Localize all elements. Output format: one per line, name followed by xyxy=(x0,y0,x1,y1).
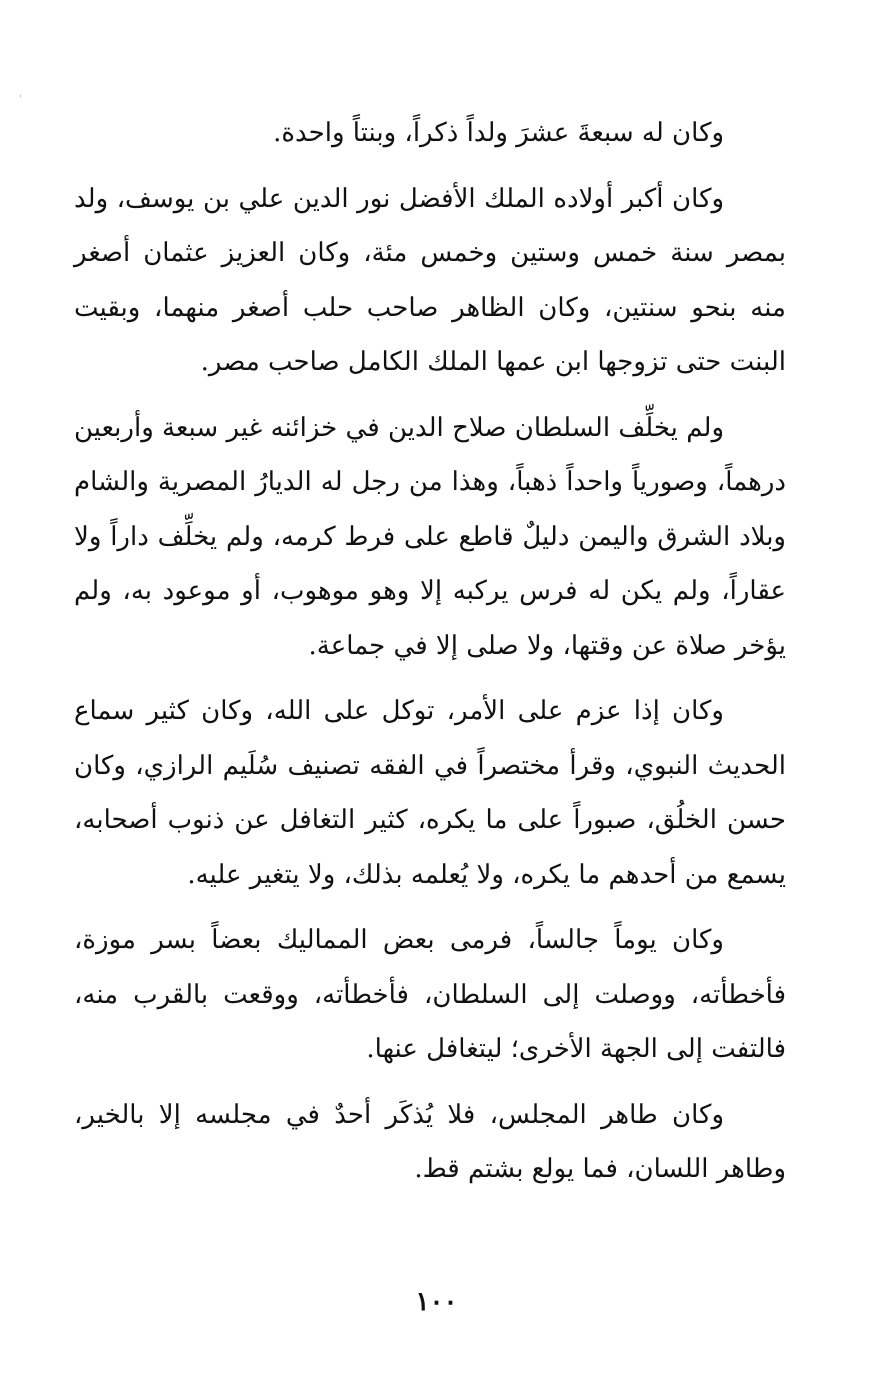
paragraph-anecdote: وكان يوماً جالساً، فرمى بعض المماليك بعضاً بسر موزة، فأخطأته، ووصلت إلى السلطان، فأخطأته، ووقعت بالقرب منه، فالتفت إلى الجهة الأخرى؛ ليتغافل عنها. xyxy=(74,925,786,1064)
paragraph-gathering: وكان طاهر المجلس، فلا يُذكَر أحدٌ في مجلسه إلا بالخير، وطاهر اللسان، فما يولع بشتم قط. xyxy=(74,1099,786,1184)
paragraph-treasury: ولم يخلِّف السلطان صلاح الدين في خزائنه غير سبعة وأربعين درهماً، وصورياً واحداً ذهباً، وهذا من رجل له الديارُ المصرية والشام وبلاد الشرق واليمن دليلٌ قاطع على فرط كرمه، ولم يخلِّف داراً ولا عقاراً، ولم يكن له فرس يركبه إلا وهو موهوب، أو موعود به، ولم يؤخر صلاة عن وقتها، ولا صلى إلا في جماعة. xyxy=(74,412,786,661)
page-number: ١٠٠ xyxy=(415,1287,458,1317)
paragraph-children: وكان له سبعةَ عشرَ ولداً ذكراً، وبنتاً واحدة. xyxy=(273,118,724,148)
paragraph-sons-order: وكان أكبر أولاده الملك الأفضل نور الدين علي بن يوسف، ولد بمصر سنة خمس وستين وخمس مئة، وكان العزيز عثمان أصغر منه بنحو سنتين، وكان الظاهر صاحب حلب أصغر منهما، وبقيت البنت حتى تزوجها ابن عمها الملك الكامل صاحب مصر. xyxy=(74,183,786,377)
scan-speck xyxy=(20,95,21,97)
body-text xyxy=(74,106,786,1208)
paragraph-character: وكان إذا عزم على الأمر، توكل على الله، وكان كثير سماع الحديث النبوي، وقرأ مختصراً في الفقه تصنيف سُلَيم الرازي، وكان حسن الخلُق، صبوراً على ما يكره، كثير التغافل عن ذنوب أصحابه، يسمع من أحدهم ما يكره، ولا يُعلمه بذلك، ولا يتغير عليه. xyxy=(74,696,786,890)
